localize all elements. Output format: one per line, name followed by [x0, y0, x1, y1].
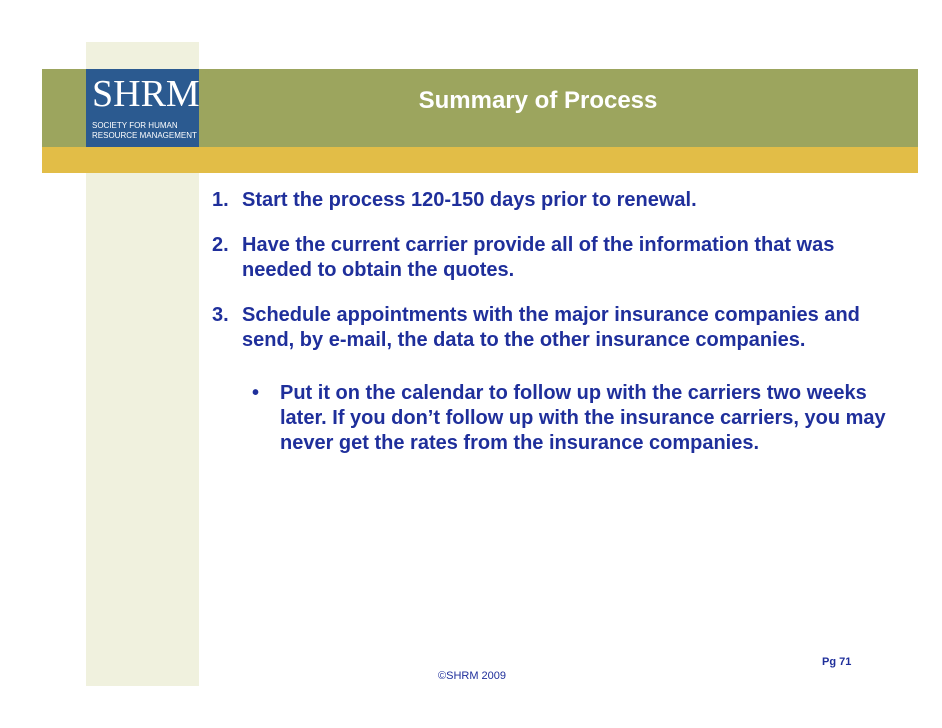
copyright-notice: ©SHRM 2009 — [438, 670, 507, 682]
list-item — [212, 188, 892, 213]
bullet-icon: • — [252, 382, 260, 404]
trademark-mark: TM — [200, 70, 209, 76]
list-item — [212, 303, 892, 353]
item-text: Schedule appointments with the major insurance companies and send, by e-mail, the data to the other insurance companies. — [242, 304, 860, 351]
shrm-logo-text: SHRM — [92, 73, 200, 115]
slide-title: Summary of Process — [418, 87, 658, 114]
logo-subtitle-line-2: RESOURCE MANAGEMENT — [92, 131, 197, 140]
page-number: Pg 71 — [822, 656, 852, 668]
item-number: 1. — [212, 189, 229, 211]
slide-content — [212, 188, 892, 456]
item-number: 3. — [212, 304, 229, 326]
sub-item-text: Put it on the calendar to follow up with the carriers two weeks later. If you don’t follow up with the insurance carriers, you may never get the rates from the insurance companies. — [280, 382, 886, 454]
item-number: 2. — [212, 234, 229, 256]
logo-subtitle-line-1: SOCIETY FOR HUMAN — [92, 121, 178, 130]
gold-band — [42, 147, 918, 173]
item-text: Have the current carrier provide all of the information that was needed to obtain the quotes. — [242, 234, 835, 281]
item-text: Start the process 120-150 days prior to renewal. — [242, 189, 697, 211]
list-item — [212, 233, 892, 283]
sub-list-item — [212, 381, 892, 456]
shrm-logo-subtitle — [92, 121, 198, 141]
